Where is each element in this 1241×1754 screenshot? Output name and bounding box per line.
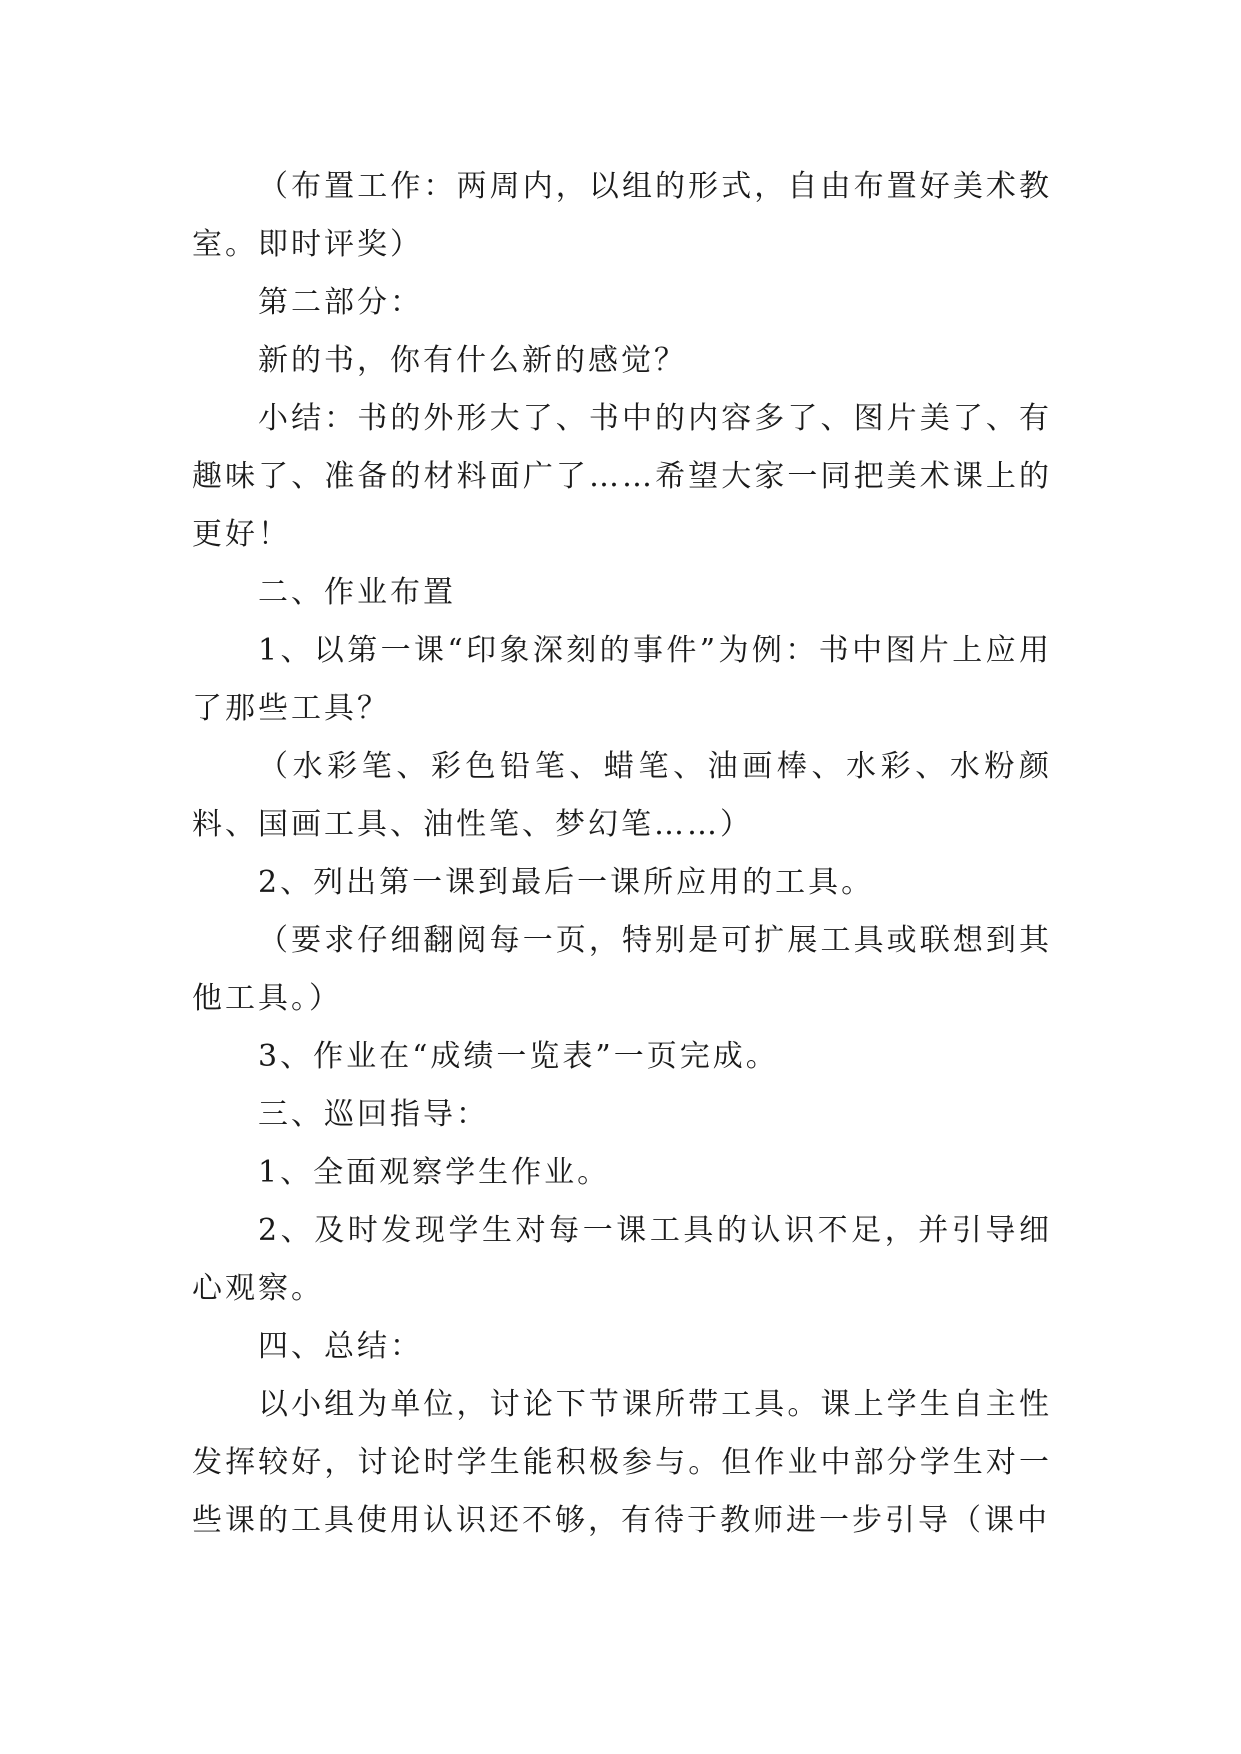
paragraph-homework-item-2: 2、列出第一课到最后一课所应用的工具。 <box>258 865 875 900</box>
paragraph-homework-item-3: 3、作业在“成绩一览表”一页完成。 <box>258 1039 779 1074</box>
paragraph-layout-task: （布置工作：两周内，以组的形式，自由布置好美术教室。即时评奖） <box>192 169 1052 262</box>
paragraph-guidance-heading: 三、巡回指导： <box>258 1097 489 1132</box>
paragraph-conclusion-heading: 四、总结： <box>258 1329 423 1364</box>
paragraph-part-two-heading: 第二部分： <box>258 285 423 320</box>
paragraph-homework-item-1: 1、以第一课“印象深刻的事件”为例：书中图片上应用了那些工具？ <box>192 633 1052 726</box>
paragraph-summary: 小结：书的外形大了、书中的内容多了、图片美了、有趣味了、准备的材料面广了……希望大家一同把美术课上的更好！ <box>192 401 1052 552</box>
paragraph-guidance-item-2: 2、及时发现学生对每一课工具的认识不足，并引导细心观察。 <box>192 1213 1052 1306</box>
paragraph-guidance-item-1: 1、全面观察学生作业。 <box>258 1155 611 1190</box>
paragraph-tools-list: （水彩笔、彩色铅笔、蜡笔、油画棒、水彩、水粉颜料、国画工具、油性笔、梦幻笔……） <box>192 749 1052 842</box>
paragraph-homework-heading: 二、作业布置 <box>258 575 456 610</box>
paragraph-requirement-note: （要求仔细翻阅每一页，特别是可扩展工具或联想到其他工具。） <box>192 923 1052 1016</box>
paragraph-conclusion-body: 以小组为单位，讨论下节课所带工具。课上学生自主性发挥较好，讨论时学生能积极参与。但作业中部分学生对一些课的工具使用认识还不够，有待于教师进一步引导（课中 <box>192 1387 1052 1538</box>
document-page <box>192 158 1052 1550</box>
paragraph-new-book-question: 新的书，你有什么新的感觉？ <box>258 343 687 378</box>
